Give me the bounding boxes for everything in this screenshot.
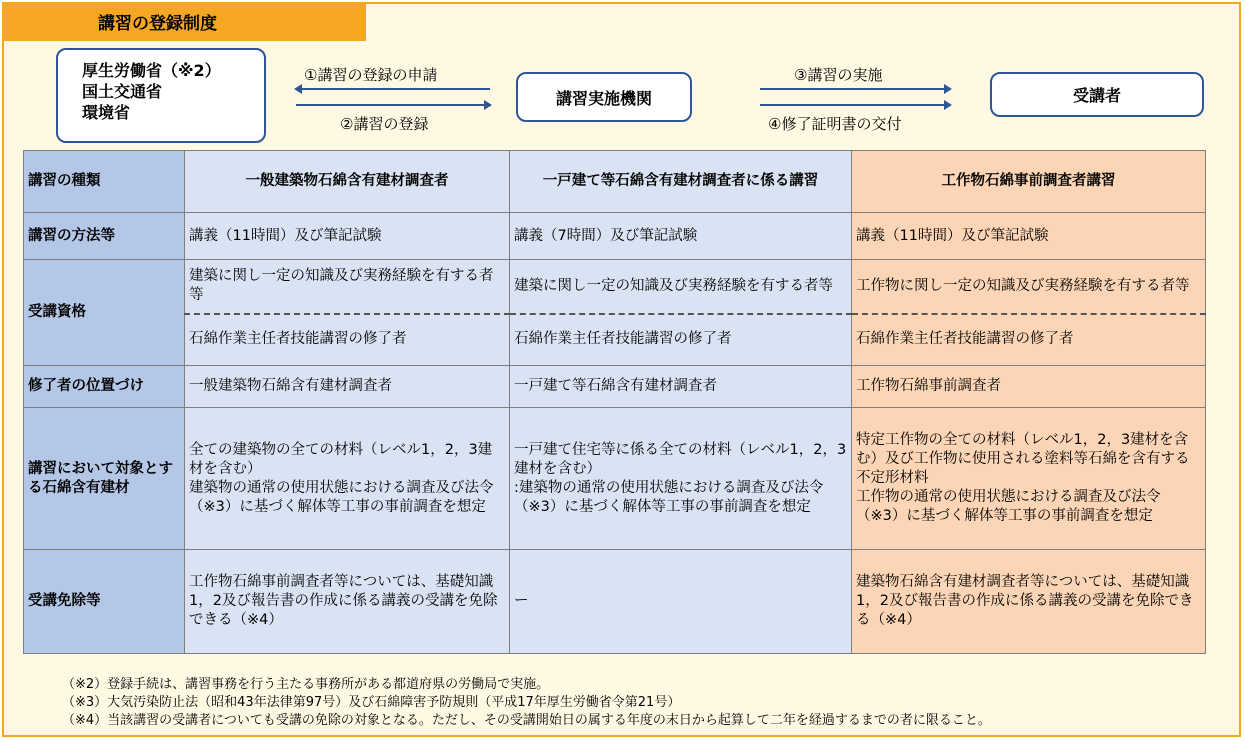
table-cell: 建築に関し一定の知識及び実務経験を有する者等 — [510, 260, 852, 314]
table-row — [24, 260, 1206, 314]
table-cell: 一般建築物石綿含有建材調査者 — [185, 366, 510, 408]
table-cell: 石綿作業主任者技能講習の修了者 — [852, 314, 1206, 366]
arrow-right-icon — [760, 104, 950, 106]
table-cell: ー — [510, 550, 852, 654]
table-cell: 石綿作業主任者技能講習の修了者 — [185, 314, 510, 366]
table-cell: 講義（7時間）及び筆記試験 — [510, 213, 852, 260]
table-row — [24, 408, 1206, 550]
table-row — [24, 366, 1206, 408]
row-header: 受講免除等 — [24, 550, 185, 654]
row-header: 講習の種類 — [24, 151, 185, 213]
ministries-box — [56, 48, 266, 143]
table-cell: 講義（11時間）及び筆記試験 — [852, 213, 1206, 260]
table-cell: 工作物に関し一定の知識及び実務経験を有する者等 — [852, 260, 1206, 314]
row-header: 受講資格 — [24, 260, 185, 366]
flow-label-application: ①講習の登録の申請 — [304, 66, 438, 84]
table-row — [24, 151, 1206, 213]
flow-label-certificate: ④修了証明書の交付 — [768, 115, 902, 133]
table-cell: 特定工作物の全ての材料（レベル1，2，3建材を含む）及び工作物に使用される塗料等石綿を含有する不定形材料 工作物の通常の使用状態における調査及び法令（※3）に基づく解体等工事の事前調査を想定 — [852, 408, 1206, 550]
row-header: 講習の方法等 — [24, 213, 185, 260]
footnote: （※3）大気汚染防止法（昭和43年法律第97号）及び石綿障害予防規則（平成17年厚生労働省令第21号） — [62, 695, 681, 710]
table-cell: 工作物石綿事前調査者等については、基礎知識1，2及び報告書の作成に係る講義の受講を免除できる（※4） — [185, 550, 510, 654]
footnotes — [62, 676, 991, 730]
table-cell: 建築物石綿含有建材調査者等については、基礎知識1，2及び報告書の作成に係る講義の受講を免除できる（※4） — [852, 550, 1206, 654]
footnote: （※4）当該講習の受講者についても受講の免除の対象となる。ただし、その受講開始日の属する年度の末日から起算して二年を経過するまでの者に限ること。 — [62, 713, 991, 728]
column-header: 一般建築物石綿含有建材調査者 — [185, 151, 510, 213]
table-cell: 工作物石綿事前調査者 — [852, 366, 1206, 408]
table-cell: 講義（11時間）及び筆記試験 — [185, 213, 510, 260]
column-header: 一戸建て等石綿含有建材調査者に係る講習 — [510, 151, 852, 213]
arrow-right-icon — [296, 104, 490, 106]
row-header: 修了者の位置づけ — [24, 366, 185, 408]
arrow-right-icon — [760, 88, 950, 90]
attendee-box: 受講者 — [990, 72, 1204, 117]
table-row — [24, 550, 1206, 654]
footnote: （※2）登録手続は、講習事務を行う主たる事務所がある都道府県の労働局で実施。 — [62, 677, 550, 692]
ministry-label: 国土交通省 — [82, 82, 163, 101]
arrow-left-icon — [296, 88, 490, 90]
table-cell: 石綿作業主任者技能講習の修了者 — [510, 314, 852, 366]
flow-label-implementation: ③講習の実施 — [794, 66, 883, 84]
ministry-label: 環境省 — [82, 103, 131, 122]
ministry-label: 厚生労働省（※2） — [82, 61, 221, 80]
table-cell: 一戸建て等石綿含有建材調査者 — [510, 366, 852, 408]
table-cell: 一戸建て住宅等に係る全ての材料（レベル1，2，3建材を含む） :建築物の通常の使用状態における調査及び法令（※3）に基づく解体等工事の事前調査を想定 — [510, 408, 852, 550]
course-table — [23, 150, 1206, 654]
column-header: 工作物石綿事前調査者講習 — [852, 151, 1206, 213]
row-header: 講習において対象とする石綿含有建材 — [24, 408, 185, 550]
table-row — [24, 213, 1206, 260]
table-cell: 全ての建築物の全ての材料（レベル1，2，3建材を含む） 建築物の通常の使用状態における調査及び法令（※3）に基づく解体等工事の事前調査を想定 — [185, 408, 510, 550]
flow-label-registration: ②講習の登録 — [340, 115, 429, 133]
table-row — [24, 314, 1206, 366]
page-title: 講習の登録制度 — [2, 2, 366, 41]
table-cell: 建築に関し一定の知識及び実務経験を有する者等 — [185, 260, 510, 314]
institution-box: 講習実施機関 — [516, 72, 692, 122]
